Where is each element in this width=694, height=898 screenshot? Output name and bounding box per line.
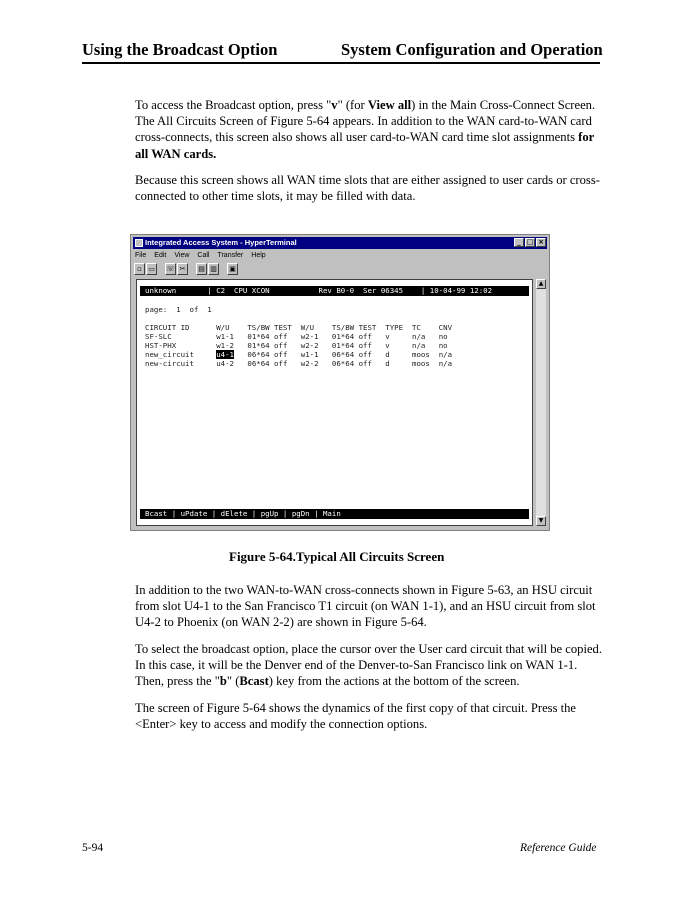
send-icon[interactable]: ▤: [196, 263, 207, 275]
hyperterminal-window: [130, 234, 550, 531]
disconnect-icon[interactable]: ✂: [177, 263, 188, 275]
scroll-down-icon[interactable]: ▼: [536, 516, 546, 526]
page-indicator: page: 1 of 1: [145, 305, 212, 314]
footer-guide-title: Reference Guide: [520, 842, 597, 854]
page-number: 5-94: [82, 842, 104, 854]
scroll-up-icon[interactable]: ▲: [536, 279, 546, 289]
paragraph-hsu-circuits: In addition to the two WAN-to-WAN cross-connects shown in Figure 5-63, an HSU circuit from slot U4-1 to the San Francisco T1 circuit (on WAN 1-1), and an HSU circuit from slot U4-2 to Phoenix (on WAN 2-2) are shown in Figure 5-64.: [135, 583, 596, 630]
properties-icon[interactable]: ▣: [227, 263, 238, 275]
selected-cursor-cell[interactable]: u4-1: [216, 350, 235, 359]
window-menu-bar: [135, 250, 266, 261]
running-header-right: System Configuration and Operation: [341, 40, 603, 59]
maximize-button[interactable]: □: [526, 238, 534, 246]
new-file-icon[interactable]: ▫: [134, 263, 145, 275]
close-button[interactable]: ×: [536, 238, 546, 247]
terminal-status-line: unknown | C2 CPU XCON Rev B0-0 Ser 06345 | 10-04-99 12:02: [140, 286, 529, 296]
vertical-scrollbar[interactable]: [536, 279, 546, 526]
paragraph-first-copy: The screen of Figure 5-64 shows the dynamics of the first copy of that circuit. Press the <Enter> key to access and modify the connection options.: [135, 701, 577, 732]
menu-call[interactable]: Call: [197, 252, 210, 259]
menu-edit[interactable]: Edit: [154, 252, 167, 259]
menu-transfer[interactable]: Transfer: [217, 252, 244, 259]
menu-file[interactable]: File: [135, 252, 147, 259]
table-row[interactable]: new-circuit u4-2 06*64 off w2-2 06*64 off d moos n/a: [145, 359, 453, 368]
paragraph-access-broadcast: To access the Broadcast option, press "v" (for View all) in the Main Cross-Connect Screen. The All Circuits Screen of Figure 5-64 appears. In addition to the WAN card-to-WAN card cross-connects, this screen also shows all user card-to-WAN card time slot assignments for all WAN cards.: [135, 98, 596, 161]
table-row[interactable]: HST-PHX w1-2 01*64 off w2-2 01*64 off v n/a no: [145, 341, 448, 350]
figure-caption: Figure 5-64.Typical All Circuits Screen: [229, 549, 445, 564]
minimize-button[interactable]: _: [514, 238, 524, 247]
window-toolbar: [134, 263, 238, 276]
terminal-screen: [136, 279, 533, 526]
table-row[interactable]: new_circuit u4-1 06*64 off w1-1 06*64 off d moos n/a: [145, 350, 453, 359]
receive-icon[interactable]: ▥: [208, 263, 219, 275]
open-folder-icon[interactable]: ▭: [146, 263, 157, 275]
menu-help[interactable]: Help: [251, 252, 266, 259]
header-rule: [82, 62, 600, 64]
window-title-bar: [133, 237, 547, 249]
menu-view[interactable]: View: [174, 252, 190, 259]
connect-icon[interactable]: ☏: [166, 265, 175, 273]
terminal-action-bar[interactable]: Bcast | uPdate | dElete | pgUp | pgDn | Main: [140, 509, 529, 519]
circuit-table-header: CIRCUIT ID W/U TS/BW TEST W/U TS/BW TEST TYPE TC CNV: [145, 323, 453, 332]
window-title: Integrated Access System - HyperTerminal: [145, 238, 297, 247]
paragraph-screen-data: Because this screen shows all WAN time slots that are either assigned to user cards or cross-connected to other time slots, it may be filled with data.: [135, 173, 600, 204]
app-icon: [135, 239, 143, 247]
running-header-left: Using the Broadcast Option: [82, 40, 278, 59]
table-row[interactable]: SF-SLC w1-1 01*64 off w2-1 01*64 off v n/a no: [145, 332, 448, 341]
paragraph-select-broadcast: To select the broadcast option, place the cursor over the User card circuit that will be copied. In this case, it will be the Denver end of the Denver-to-San Francisco link on WAN 1-1. Then, press the "b" (Bcast) key from the actions at the bottom of the screen.: [135, 642, 603, 689]
